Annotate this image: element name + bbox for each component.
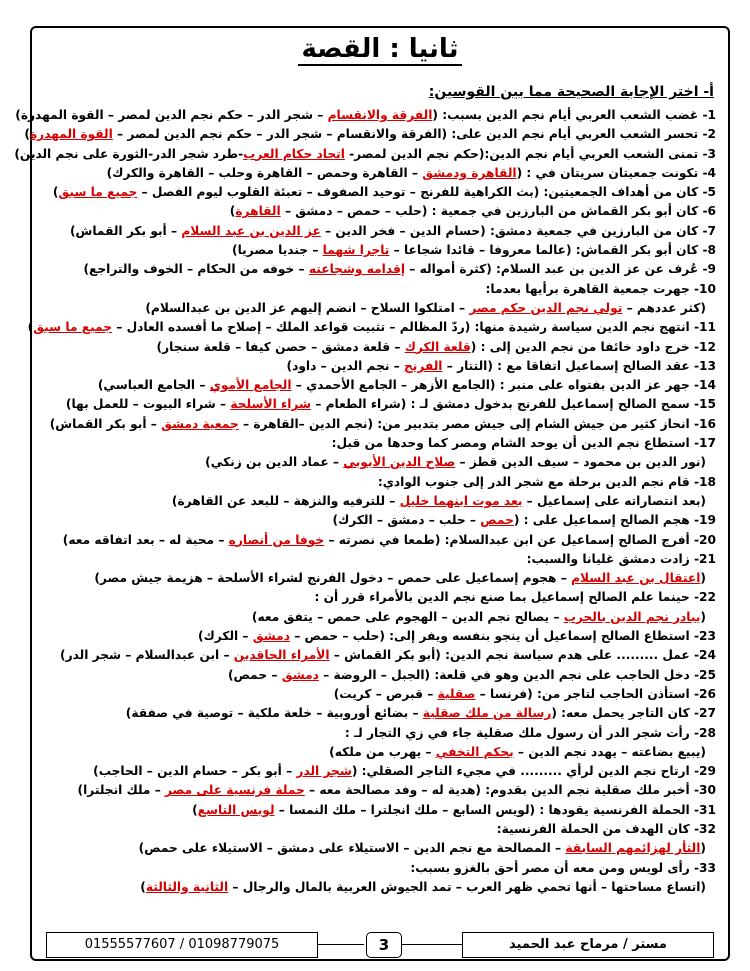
correct-answer: عز الدين بن عبد السلام — [181, 223, 321, 238]
question-choices-line — [42, 839, 716, 858]
question-line — [42, 338, 716, 357]
question-text: 12- خرج داود خائفا من نجم الدين إلى : ( — [470, 339, 716, 354]
question-text: – بضائع أوروبية – خلعة ملكية – توصية في صفقة) — [125, 706, 423, 721]
question-line — [42, 781, 716, 800]
question-line — [42, 588, 716, 607]
question-text: – أبو بكر القماش) — [69, 223, 182, 238]
correct-answer: القاهرة — [235, 204, 281, 219]
question-text: – أبو بكر القماش) — [49, 416, 162, 431]
question-text: ) — [192, 802, 198, 817]
question-text: (اتساع مساحتها – أنها تحمي ظهر العرب – تمد الجيوش العربية بالمال والرجال – — [228, 879, 706, 894]
correct-answer: بحكم التخفي — [435, 744, 514, 759]
correct-answer: جمعية دمشق — [161, 416, 239, 431]
question-text: – هجوم إسماعيل على حمص – دخول الفرنج لشراء الأسلحة – هزيمة جيش مصر) — [94, 571, 572, 586]
question-text: 21- زادت دمشق غليانا والسبب: — [526, 551, 716, 566]
question-line — [42, 685, 716, 704]
title-text: ثانيا : القصة — [298, 34, 463, 66]
question-line — [42, 357, 716, 376]
question-text: (نور الدين بن محمود – سيف الدين قطز – — [455, 455, 706, 470]
question-text: 5- كان من أهداف الجمعيتين: (بث الكراهية للفرنج – توحيد الصفوف – تعبئة القلوب ليوم الفصل – — [137, 185, 716, 200]
correct-answer: شراء الأسلحة — [230, 397, 311, 412]
correct-answer: القوة المهدرة — [29, 127, 113, 142]
question-text: 31- الحملة الفرنسية يقودها : (لويس السابع – ملك انجلترا – ملك النمسا – — [274, 802, 716, 817]
question-line — [42, 646, 716, 665]
question-text: – قلعة دمشق – حصن كيفا – قلعة سنجار) — [156, 339, 405, 354]
question-text: – شراء البيوت – للعمل بها) — [65, 397, 231, 412]
author-name: مستر / مرماح عبد الحميد — [462, 932, 714, 958]
correct-answer: شجر الدر — [296, 764, 352, 779]
question-choices-line — [42, 608, 716, 627]
question-text: – ابن عبدالسلام – شجر الدر) — [60, 648, 234, 663]
correct-answer: القاهرة ودمشق — [422, 165, 517, 180]
question-text: – حلب – دمشق – الكرك) — [332, 513, 481, 528]
question-choices-line — [42, 492, 716, 511]
correct-answer: بعد موت ابنهما خليل — [399, 493, 523, 508]
page-frame — [14, 26, 730, 961]
question-text: 19- هجم الصالح إسماعيل على : ( — [513, 513, 716, 528]
question-text: 17- استطاع نجم الدين أن يوحد الشام ومصر كما وحدها من قبل: — [331, 436, 716, 451]
question-text: ( — [700, 571, 706, 586]
question-text: ( — [700, 841, 706, 856]
correct-answer: قلعة الكرك — [404, 339, 471, 354]
question-text: – عماد الدين بن زنكي) — [205, 455, 344, 470]
question-text: – القاهرة وحمص – القاهرة وحلب – القاهرة والكرك) — [106, 165, 423, 180]
correct-answer: الفرنج — [404, 358, 443, 373]
question-line — [42, 724, 716, 743]
question-text: – امتلكوا السلاح – انضم إليهم عز الدين بن عبدالسلام) — [145, 300, 470, 315]
question-text: – يهرب من ملكه) — [329, 744, 436, 759]
question-text: 9- عُرف عن عز الدين بن عبد السلام: (كثرة أمواله – — [405, 262, 716, 277]
question-text: 30- أخبر ملك صقلية نجم الدين بقدوم: (هدية له – وفد مصالحة معه – — [304, 783, 716, 798]
question-text: (كثر عددهم – — [622, 300, 706, 315]
question-text: 24- عمل ......... على هدم سياسة نجم الدين: (أبو بكر القماش – — [329, 648, 716, 663]
question-line — [42, 434, 716, 453]
question-text: 2- تحسر الشعب العربي أيام نجم الدين على: (الفرقة والانقسام – شجر الدر – حكم نجم الدين لمصر – — [112, 127, 716, 142]
page-number: 3 — [366, 932, 402, 958]
question-text: 13- عقد الصالح إسماعيل اتفاقا مع : (التتار – — [442, 358, 716, 373]
question-text: ) — [27, 320, 34, 335]
question-text: – محبة له – بعد اتفاقه معه) — [62, 532, 229, 547]
question-text: 27- كان التاجر يحمل معه: ( — [551, 706, 716, 721]
question-text: -طرد شجر الدر-الثورة على نجم الدين) — [14, 146, 244, 161]
question-text: – خوفه من الحكام – الخوف والتراجع) — [83, 262, 309, 277]
question-line — [42, 511, 716, 530]
question-text: 3- تمنى الشعب العربي أيام نجم الدين:(حكم نجم الدين لمصر- — [344, 146, 716, 161]
question-text: 15- سمح الصالح إسماعيل للفرنج بدخول دمشق لـ : (شراء الطعام – — [310, 397, 716, 412]
correct-answer: الفرقة والانقسام — [327, 108, 433, 122]
question-text: ) — [140, 879, 146, 894]
question-line — [42, 376, 716, 395]
correct-answer: جميع ما سبق — [33, 320, 112, 335]
correct-answer: دمشق — [281, 667, 319, 682]
correct-answer: لويس التاسع — [197, 802, 275, 817]
correct-answer: خوفا من أنصاره — [228, 532, 325, 547]
question-line — [42, 550, 716, 569]
page-footer — [46, 932, 714, 958]
question-choices-line — [42, 453, 716, 472]
question-text: 8- كان أبو بكر القماش: (عالما معروفا – قائدا شجاعا – — [389, 243, 716, 258]
question-text: 10- جهرت جمعية القاهرة برأيها بعدما: — [485, 281, 716, 296]
question-text: – قبرص – كريت) — [333, 686, 438, 701]
question-text: 25- دخل الحاجب على نجم الدين وهو في قلعة: (الجبل – الروضة – — [318, 667, 716, 682]
correct-answer: حملة فرنسية على مصر — [165, 783, 305, 798]
correct-answer: اتحاد حكام العرب — [243, 146, 345, 161]
question-list — [14, 106, 716, 897]
question-text: – نجم الدين – داود) — [286, 358, 405, 373]
question-text: ) — [229, 204, 236, 219]
question-line — [42, 395, 716, 414]
correct-answer: صلاح الدين الأيوبي — [343, 455, 456, 470]
question-line — [14, 145, 716, 164]
question-line — [42, 260, 716, 279]
correct-answer: حمص — [480, 513, 514, 528]
question-line — [24, 125, 716, 144]
question-text: 23- استطاع الصالح إسماعيل أن ينجو بنفسه ويفر إلى: (حلب – حمص – — [289, 629, 716, 644]
question-text: – المصالحة مع نجم الدين – الاستيلاء على دمشق – الاستيلاء على حمص) — [138, 841, 566, 856]
correct-answer: الأمراء الحاقدين — [233, 648, 330, 663]
question-text: 33- رأى لويس ومن معه أن مصر أحق بالغزو بسبب: — [410, 860, 716, 875]
question-line — [42, 531, 716, 550]
question-choices-line — [42, 878, 716, 897]
question-text: 4- تكونت جمعيتان سريتان في : ( — [516, 165, 716, 180]
correct-answer: اعتقال بن عبد السلام — [571, 571, 701, 586]
question-choices-line — [42, 743, 716, 762]
phone-numbers: 01555577607 / 01098779075 — [46, 932, 318, 958]
correct-answer: دمشق — [252, 629, 290, 644]
question-line — [42, 762, 716, 781]
question-line — [42, 202, 716, 221]
question-text: 22- حينما علم الصالح إسماعيل بما صنع نجم الدين بالأمراء قرر أن : — [314, 590, 716, 605]
question-text: – شجر الدر – حكم نجم الدين لمصر – القوة المهدرة) — [15, 108, 328, 122]
section-heading: أ- اختر الإجابة الصحيحة مما بين القوسين: — [428, 84, 714, 100]
question-choices-line — [42, 299, 716, 318]
question-text: – الجامع العباسي) — [97, 378, 210, 393]
page-title — [32, 34, 728, 64]
question-text: 16- انحاز كثير من جيش الشام إلى جيش مصر بتدبير من: (نجم الدين –القاهرة – — [238, 416, 716, 431]
question-line — [42, 473, 716, 492]
question-text: – للترفيه والنزهة – للبعد عن القاهرة) — [171, 493, 400, 508]
question-line — [42, 164, 716, 183]
footer-rule-left — [318, 944, 364, 945]
question-line — [27, 318, 716, 337]
question-text: 26- استأذن الحاجب لتاجر من: (فرنسا – — [475, 686, 716, 701]
question-line — [42, 222, 716, 241]
correct-answer: الثانية والثالثة — [145, 879, 229, 894]
correct-answer: تاجرا شهما — [322, 243, 390, 258]
question-text: ( — [700, 609, 706, 624]
question-text: 18- قام نجم الدين برحلة مع شجر الدر إلى جنوب الوادي: — [377, 474, 716, 489]
question-line — [42, 627, 716, 646]
correct-answer: يبادر نجم الدين بالحرب — [563, 609, 701, 624]
correct-answer: الجامع الأموي — [209, 378, 292, 393]
question-text: 28- رأت شجر الدر أن رسول ملك صقلية جاء في زي التجار لـ : — [344, 725, 716, 740]
question-text: 29- ارتاح نجم الدين لرأي ......... في مجيء التاجر الصقلي: ( — [351, 764, 716, 779]
question-line — [42, 183, 716, 202]
question-text: 32- كان الهدف من الحملة الفرنسية: — [496, 821, 716, 836]
question-text: 14- جهر عز الدين بفتواه على منبر : (الجامع الأزهر – الجامع الأحمدي – — [291, 378, 716, 393]
question-text: – ملك انجلترا) — [77, 783, 166, 798]
question-text: – حمص) — [227, 667, 282, 682]
question-choices-line — [42, 569, 716, 588]
footer-rule-right — [402, 944, 462, 945]
question-line — [42, 801, 716, 820]
correct-answer: إقدامه وشجاعته — [308, 262, 406, 277]
question-text: ) — [24, 127, 30, 142]
correct-answer: تولي نجم الدين حكم مصر — [469, 300, 623, 315]
correct-answer: رسالة من ملك صقلية — [422, 706, 552, 721]
question-text: 20- أفرج الصالح إسماعيل عن ابن عبدالسلام: (طمعا في نصرته – — [324, 532, 716, 547]
question-line — [42, 280, 716, 299]
question-text: ) — [52, 185, 59, 200]
question-text: – أبو بكر – حسام الدين – الحاجب) — [93, 764, 297, 779]
question-line — [42, 820, 716, 839]
question-line — [42, 704, 716, 723]
question-text: 11- انتهج نجم الدين سياسة رشيدة منها: (ردّ المظالم – تثبيت قواعد الملك – إصلاح ما أفسده العادل – — [112, 320, 716, 335]
question-text: – يصالح نجم الدين – الهجوم على حمص – يتفق معه) — [251, 609, 564, 624]
question-text: 7- كان من البارزين في جمعية دمشق: (حسام الدين – فخر الدين – — [320, 223, 716, 238]
question-text: – جنديا مصريا) — [232, 243, 323, 258]
question-line — [42, 666, 716, 685]
question-text: – الكرك) — [198, 629, 253, 644]
question-text: 6- كان أبو بكر القماش من البارزين في جمعية : (حلب – حمص – دمشق – — [280, 204, 716, 219]
question-line — [42, 241, 716, 260]
question-line — [42, 859, 716, 878]
question-text: (بعد انتصاراته على إسماعيل – — [522, 493, 706, 508]
correct-answer: جميع ما سبق — [58, 185, 138, 200]
question-text: 1- غضب الشعب العربي أيام نجم الدين بسبب: ( — [432, 108, 716, 122]
correct-answer: الثأر لهزائمهم السابقة — [565, 841, 701, 856]
question-line — [42, 415, 716, 434]
question-line — [15, 106, 716, 125]
correct-answer: صقلية — [437, 686, 476, 701]
question-text: (يبيع بضاعته – يهدد نجم الدين – — [513, 744, 706, 759]
